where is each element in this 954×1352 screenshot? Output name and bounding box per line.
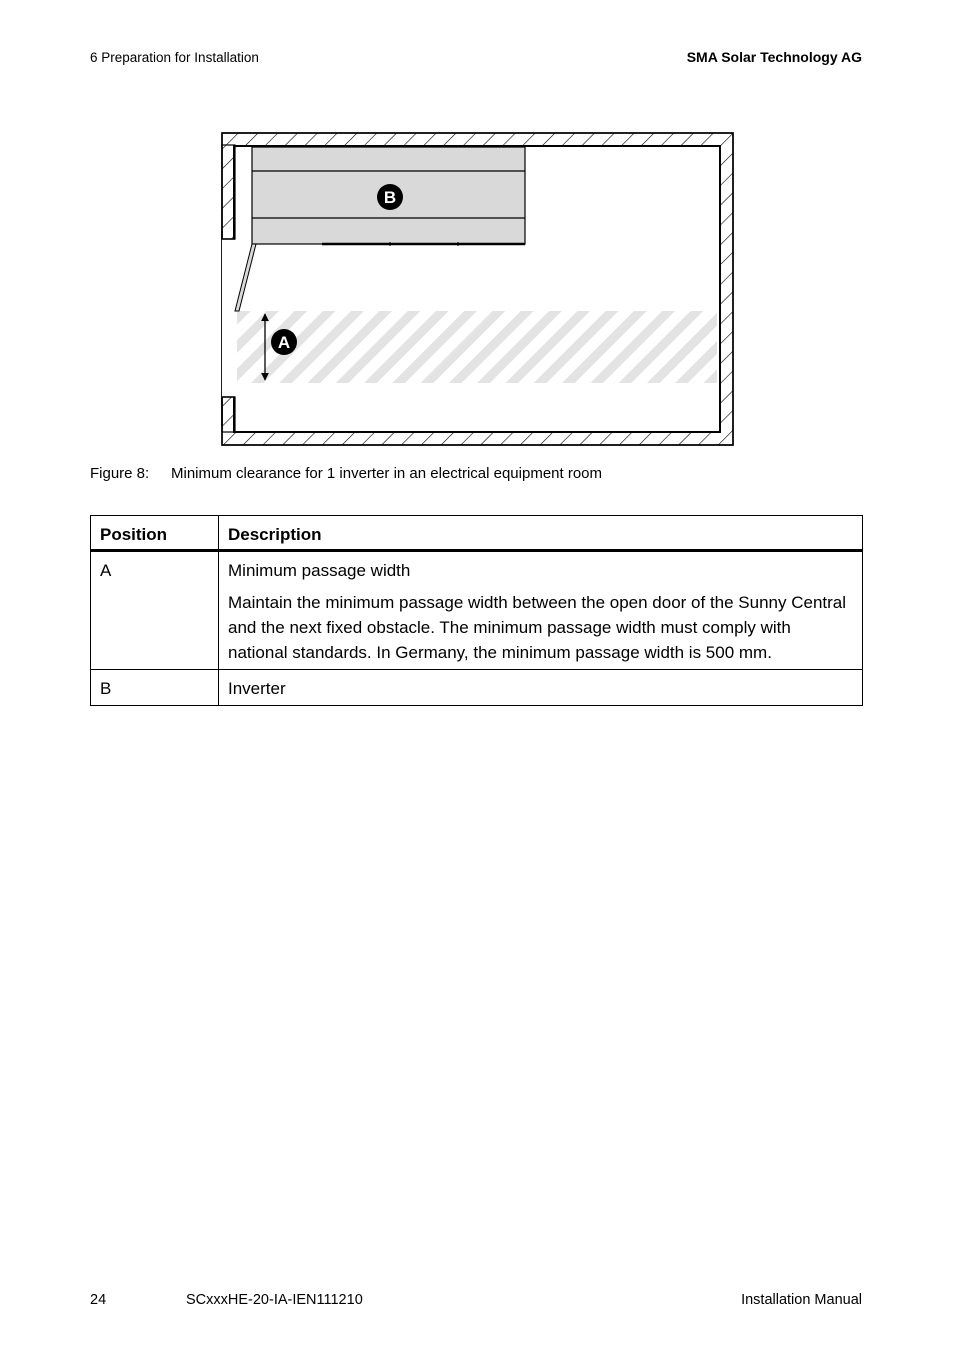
footer-document-id: SCxxxHE-20-IA-IEN111210 <box>186 1292 363 1308</box>
column-header-position: Position <box>91 516 219 551</box>
figure-caption <box>90 465 602 482</box>
description-cell <box>219 670 863 706</box>
figure-number: Figure 8: <box>90 465 150 482</box>
header-company: SMA Solar Technology AG <box>686 49 862 65</box>
label-b: B <box>383 188 397 207</box>
description-title: Inverter <box>228 679 286 698</box>
position-cell: A <box>91 551 219 670</box>
label-b-marker <box>377 184 403 210</box>
footer-document-title: Installation Manual <box>741 1292 862 1308</box>
column-header-description: Description <box>219 516 863 551</box>
table-row <box>91 670 863 706</box>
table-row <box>91 551 863 670</box>
position-cell: B <box>91 670 219 706</box>
position-table <box>90 515 863 706</box>
description-cell <box>219 551 863 670</box>
description-detail: Maintain the minimum passage width between the open door of the Sunny Central and the next fixed obstacle. The minimum passage width must comply with national standards. In Germany, the minimum passage width is 500 mm. <box>228 593 847 662</box>
label-a-marker <box>271 329 297 355</box>
table-header-row <box>91 516 863 551</box>
label-a: A <box>277 333 291 352</box>
footer-page-number: 24 <box>90 1292 107 1308</box>
description-title: Minimum passage width <box>228 561 411 580</box>
header-section-title: 6 Preparation for Installation <box>90 50 259 65</box>
passage-zone <box>237 311 717 383</box>
figure-caption-text: Minimum clearance for 1 inverter in an electrical equipment room <box>171 465 603 482</box>
clearance-figure <box>220 131 735 447</box>
